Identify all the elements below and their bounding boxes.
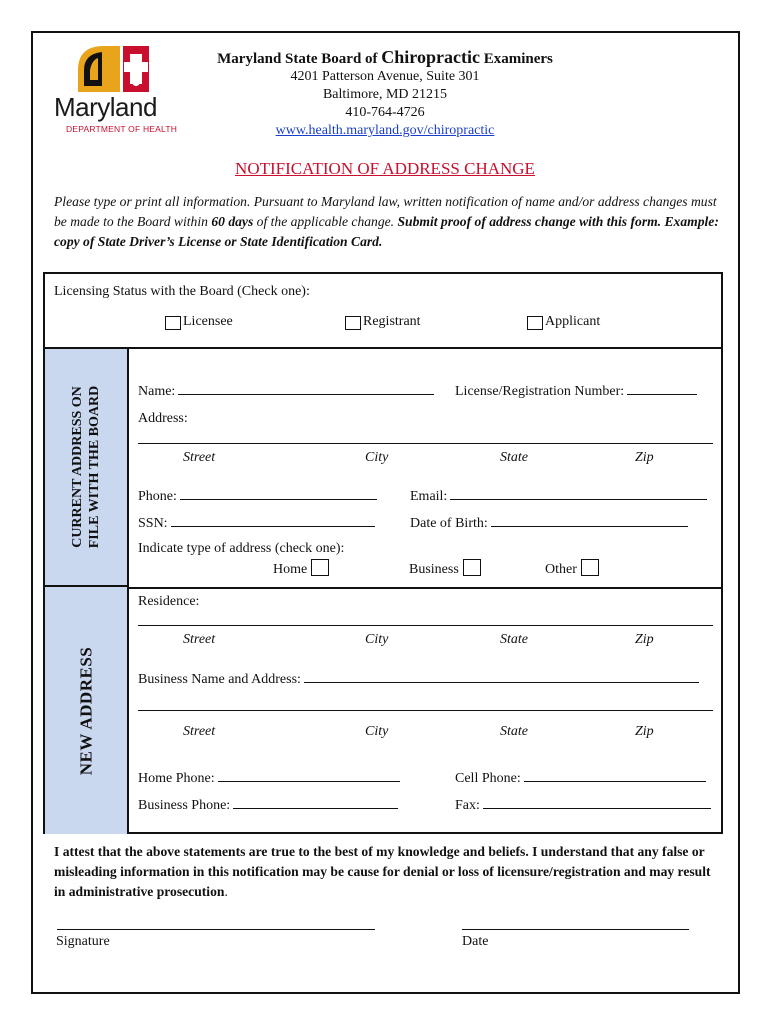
signature-line[interactable] bbox=[57, 929, 375, 930]
residence-label: Residence: bbox=[138, 594, 200, 609]
city-caption: City bbox=[365, 450, 389, 465]
state-caption: State bbox=[500, 724, 528, 739]
other-checkbox[interactable] bbox=[581, 559, 599, 576]
business-name-field[interactable]: Business Name and Address: bbox=[138, 670, 699, 688]
current-address-line[interactable] bbox=[138, 443, 713, 444]
street-caption: Street bbox=[183, 724, 216, 739]
new-address-sidebar: NEW ADDRESS bbox=[45, 587, 129, 834]
email-field[interactable]: Email: bbox=[410, 487, 707, 505]
licensee-checkbox[interactable] bbox=[165, 316, 181, 330]
logo-wordmark: Maryland bbox=[54, 92, 157, 122]
logo-department: DEPARTMENT OF HEALTH bbox=[66, 124, 178, 134]
current-address-sidebar: CURRENT ADDRESS ON FILE WITH THE BOARD bbox=[45, 349, 129, 587]
form-box bbox=[43, 272, 723, 834]
zip-caption: Zip bbox=[635, 724, 654, 739]
signature-label: Signature bbox=[56, 934, 110, 949]
address-type-other[interactable]: Other bbox=[545, 559, 599, 578]
status-option-registrant[interactable]: Registrant bbox=[345, 314, 421, 330]
home-checkbox[interactable] bbox=[311, 559, 329, 576]
address-label: Address: bbox=[138, 411, 188, 426]
ssn-field[interactable]: SSN: bbox=[138, 514, 375, 532]
fax-field[interactable]: Fax: bbox=[455, 796, 711, 814]
status-option-licensee[interactable]: Licensee bbox=[165, 314, 233, 330]
board-website-link[interactable]: www.health.maryland.gov/chiropractic bbox=[275, 123, 495, 138]
date-line[interactable] bbox=[462, 929, 689, 930]
status-label: Licensing Status with the Board (Check one): bbox=[54, 284, 310, 299]
name-field[interactable]: Name: bbox=[138, 382, 434, 400]
city-caption: City bbox=[365, 632, 389, 647]
phone-field[interactable]: Phone: bbox=[138, 487, 377, 505]
city-caption: City bbox=[365, 724, 389, 739]
zip-caption: Zip bbox=[635, 632, 654, 647]
applicant-checkbox[interactable] bbox=[527, 316, 543, 330]
cell-phone-field[interactable]: Cell Phone: bbox=[455, 769, 706, 787]
board-phone: 410-764-4726 bbox=[345, 105, 425, 120]
attestation-statement: I attest that the above statements are true to the best of my knowledge and beliefs. I understand that any false or misleading information in this notification may be cause for denial or loss of licensure/registration and may result in administrative prosecution. bbox=[54, 844, 711, 899]
header bbox=[180, 48, 590, 140]
address-type-home[interactable]: Home bbox=[273, 559, 329, 578]
status-option-applicant[interactable]: Applicant bbox=[527, 314, 600, 330]
address-type-label: Indicate type of address (check one): bbox=[138, 541, 345, 556]
business-address-line[interactable] bbox=[138, 710, 713, 711]
state-caption: State bbox=[500, 450, 528, 465]
residence-line[interactable] bbox=[138, 625, 713, 626]
registrant-checkbox[interactable] bbox=[345, 316, 361, 330]
license-number-field[interactable]: License/Registration Number: bbox=[455, 382, 697, 400]
state-caption: State bbox=[500, 632, 528, 647]
address-line-1: 4201 Patterson Avenue, Suite 301 bbox=[290, 69, 480, 84]
licensing-status-row bbox=[45, 274, 721, 349]
street-caption: Street bbox=[183, 450, 216, 465]
intro-paragraph: Please type or print all information. Pursuant to Maryland law, written notification of name and/or address changes must be made to the Board within 60 days of the applicable change. Submit proof of address change with this form. Example: copy of State Driver’s License or State Identification Card. bbox=[54, 194, 719, 249]
business-phone-field[interactable]: Business Phone: bbox=[138, 796, 398, 814]
business-checkbox[interactable] bbox=[463, 559, 481, 576]
form-title: NOTIFICATION OF ADDRESS CHANGE bbox=[235, 159, 535, 178]
zip-caption: Zip bbox=[635, 450, 654, 465]
home-phone-field[interactable]: Home Phone: bbox=[138, 769, 400, 787]
section-divider bbox=[129, 587, 721, 589]
address-type-business[interactable]: Business bbox=[409, 559, 481, 578]
board-name: Maryland State Board of Chiropractic Examiners bbox=[217, 47, 553, 67]
dob-field[interactable]: Date of Birth: bbox=[410, 514, 688, 532]
date-label: Date bbox=[462, 934, 489, 949]
address-line-2: Baltimore, MD 21215 bbox=[322, 87, 448, 102]
street-caption: Street bbox=[183, 632, 216, 647]
